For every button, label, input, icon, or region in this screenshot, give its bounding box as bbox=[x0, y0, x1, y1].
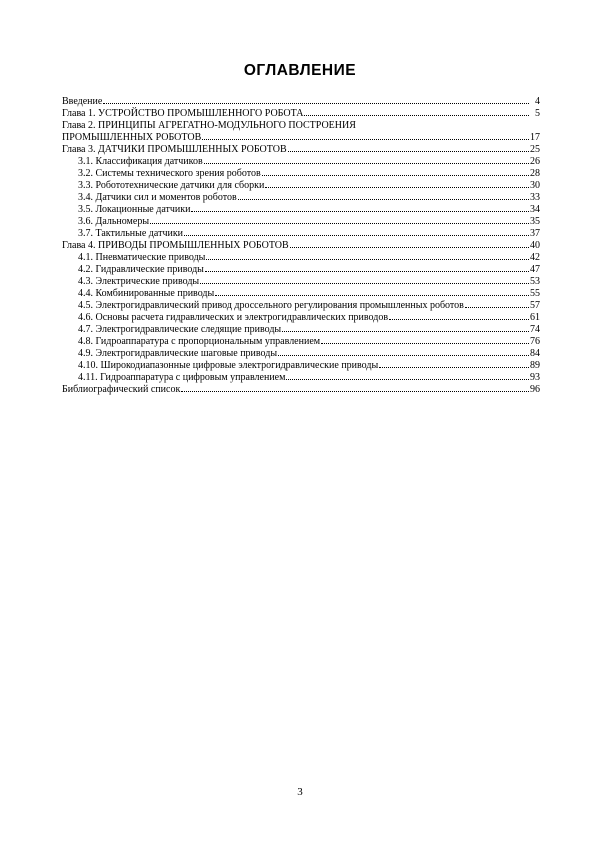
toc-page-number: 74 bbox=[530, 324, 540, 335]
toc-entry[interactable] bbox=[62, 216, 540, 228]
toc-page-number: 33 bbox=[530, 192, 540, 203]
toc-entry[interactable] bbox=[62, 288, 540, 300]
toc-entry[interactable] bbox=[62, 348, 540, 360]
dot-leader bbox=[278, 354, 529, 356]
toc-page-number: 96 bbox=[530, 384, 540, 395]
toc-entry-text: 4.9. Электрогидравлические шаговые приводы bbox=[78, 348, 278, 359]
page-title: ОГЛАВЛЕНИЕ bbox=[243, 62, 357, 79]
dot-leader bbox=[103, 102, 529, 104]
toc-entry-text: 4.4. Комбинированные приводы bbox=[78, 288, 215, 299]
toc-entry-text: 3.2. Системы технического зрения роботов bbox=[78, 168, 261, 179]
toc-entry-text: 4.2. Гидравлические приводы bbox=[78, 264, 204, 275]
toc-page-number: 34 bbox=[530, 204, 540, 215]
toc-page-number: 17 bbox=[530, 132, 540, 143]
toc-page-number: 42 bbox=[530, 252, 540, 263]
toc-entry[interactable] bbox=[62, 384, 540, 396]
toc-page-number: 55 bbox=[530, 288, 540, 299]
toc-entry-text: 3.4. Датчики сил и моментов роботов bbox=[78, 192, 237, 203]
toc-entry-text: Введение bbox=[62, 96, 103, 107]
dot-leader bbox=[238, 198, 529, 200]
toc-entry-text: 4.10. Широкодиапазонные цифровые электрогидравлические приводы bbox=[78, 360, 379, 371]
toc-page-number: 5 bbox=[535, 108, 540, 119]
dot-leader bbox=[379, 366, 529, 368]
toc-entry-text: Библиографический список bbox=[62, 384, 181, 395]
toc-page-number: 53 bbox=[530, 276, 540, 287]
dot-leader bbox=[184, 234, 529, 236]
dot-leader bbox=[321, 342, 529, 344]
toc-entry-text: Глава 3. ДАТЧИКИ ПРОМЫШЛЕННЫХ РОБОТОВ bbox=[62, 144, 287, 155]
dot-leader bbox=[202, 138, 529, 140]
toc-entry-text: 3.6. Дальномеры bbox=[78, 216, 150, 227]
toc-entry[interactable] bbox=[62, 252, 540, 264]
toc-entry[interactable] bbox=[62, 132, 540, 144]
dot-leader bbox=[282, 330, 529, 332]
toc-entry[interactable] bbox=[62, 324, 540, 336]
toc-page-number: 26 bbox=[530, 156, 540, 167]
toc-entry-text: 3.1. Классификация датчиков bbox=[78, 156, 203, 167]
toc-page-number: 89 bbox=[530, 360, 540, 371]
dot-leader bbox=[150, 222, 529, 224]
toc-entry-text: Глава 2. ПРИНЦИПЫ АГРЕГАТНО-МОДУЛЬНОГО ПОСТРОЕНИЯ bbox=[62, 120, 356, 131]
dot-leader bbox=[204, 162, 529, 164]
dot-leader bbox=[215, 294, 529, 296]
toc-entry[interactable] bbox=[62, 312, 540, 324]
toc-entry[interactable] bbox=[62, 300, 540, 312]
toc-entry[interactable] bbox=[62, 180, 540, 192]
dot-leader bbox=[286, 378, 529, 380]
toc-page-number: 30 bbox=[530, 180, 540, 191]
toc-page-number: 47 bbox=[530, 264, 540, 275]
toc-page-number: 40 bbox=[530, 240, 540, 251]
toc-entry-text: 3.3. Робототехнические датчики для сборки bbox=[78, 180, 265, 191]
dot-leader bbox=[465, 306, 529, 308]
dot-leader bbox=[181, 390, 529, 392]
toc-entry[interactable] bbox=[62, 360, 540, 372]
dot-leader bbox=[206, 258, 529, 260]
toc-entry[interactable] bbox=[62, 228, 540, 240]
dot-leader bbox=[265, 186, 529, 188]
dot-leader bbox=[288, 150, 529, 152]
toc-entry-text: 3.7. Тактильные датчики bbox=[78, 228, 184, 239]
toc-entry-text: 4.7. Электрогидравлические следящие приводы bbox=[78, 324, 282, 335]
toc-entry-text: 4.3. Электрические приводы bbox=[78, 276, 200, 287]
toc-entry[interactable] bbox=[62, 96, 540, 108]
toc-page-number: 4 bbox=[535, 96, 540, 107]
toc-entry[interactable] bbox=[62, 204, 540, 216]
toc-entry-text: 4.1. Пневматические приводы bbox=[78, 252, 206, 263]
table-of-contents bbox=[62, 96, 540, 396]
toc-page-number: 61 bbox=[530, 312, 540, 323]
toc-entry-text-continued: ПРОМЫШЛЕННЫХ РОБОТОВ bbox=[62, 132, 202, 143]
toc-entry[interactable] bbox=[62, 264, 540, 276]
dot-leader bbox=[200, 282, 529, 284]
dot-leader bbox=[262, 174, 529, 176]
toc-page-number: 57 bbox=[530, 300, 540, 311]
dot-leader bbox=[191, 210, 529, 212]
toc-entry[interactable] bbox=[62, 108, 540, 120]
toc-page-number: 84 bbox=[530, 348, 540, 359]
toc-entry[interactable] bbox=[62, 240, 540, 252]
toc-entry-text: 3.5. Локационные датчики bbox=[78, 204, 191, 215]
dot-leader bbox=[290, 246, 529, 248]
toc-entry[interactable] bbox=[62, 156, 540, 168]
toc-entry-text: 4.5. Электрогидравлический привод дроссельного регулирования промышленных роботов bbox=[78, 300, 464, 311]
toc-entry-text: 4.11. Гидроаппаратура с цифровым управлением bbox=[78, 372, 286, 383]
toc-page-number: 35 bbox=[530, 216, 540, 227]
toc-entry[interactable] bbox=[62, 192, 540, 204]
dot-leader bbox=[304, 114, 529, 116]
toc-entry[interactable] bbox=[62, 276, 540, 288]
toc-entry[interactable] bbox=[62, 372, 540, 384]
toc-page-number: 37 bbox=[530, 228, 540, 239]
toc-page-number: 28 bbox=[530, 168, 540, 179]
dot-leader bbox=[205, 270, 529, 272]
dot-leader bbox=[389, 318, 529, 320]
toc-entry[interactable] bbox=[62, 336, 540, 348]
page-number: 3 bbox=[297, 786, 303, 798]
toc-entry-text: 4.6. Основы расчета гидравлических и электрогидравлических приводов bbox=[78, 312, 389, 323]
toc-entry[interactable] bbox=[62, 168, 540, 180]
toc-entry-text: Глава 1. УСТРОЙСТВО ПРОМЫШЛЕННОГО РОБОТА bbox=[62, 108, 304, 119]
toc-entry-text: 4.8. Гидроаппаратура с пропорциональным управлением bbox=[78, 336, 321, 347]
toc-entry[interactable] bbox=[62, 144, 540, 156]
toc-page-number: 76 bbox=[530, 336, 540, 347]
toc-entry-text: Глава 4. ПРИВОДЫ ПРОМЫШЛЕННЫХ РОБОТОВ bbox=[62, 240, 289, 251]
toc-page-number: 93 bbox=[530, 372, 540, 383]
toc-page-number: 25 bbox=[530, 144, 540, 155]
